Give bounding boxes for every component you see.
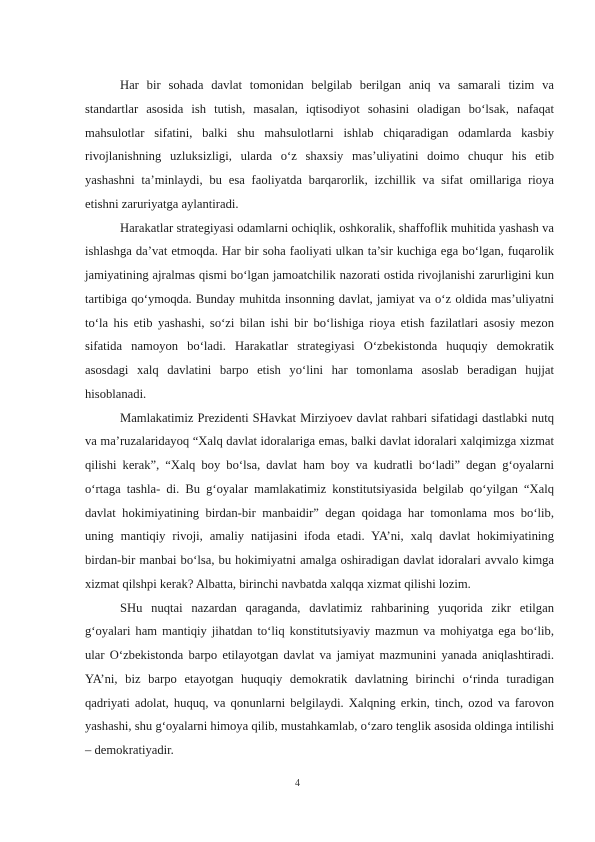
paragraph-1: Har bir sohada davlat tomonidan belgilab berilgan aniq va samarali tizim va standartlar asosida ish tutish, masalan, iqtisodiyot sohasini oladigan bo‘lsak, nafaqat mahsulotlar sifatini, balki shu mahsulotlarni ishlab chiqaradigan odamlarda kasbiy rivojlanishning uzluksizligi, ularda o‘z shaxsiy mas’uliyatini doimo chuqur his etib yashashni ta’minlaydi, bu esa faoliyatda barqarorlik, izchillik va sifat omillariga rioya etishni zaruriyatga aylantiradi.: [85, 78, 554, 211]
paragraph-3: Mamlakatimiz Prezidenti SHavkat Mirziyoev davlat rahbari sifatidagi dastlabki nutq va ma’ruzalaridayoq “Xalq davlat idoralariga emas, balki davlat idoralari xalqimizga xizmat qilishi kerak”, “Xalq boy bo‘lsa, davlat ham boy va kudratli bo‘ladi” degan g‘oyalarni o‘rtaga tashla- di. Bu g‘oyalar mamlakatimiz konstitutsiyasida belgilab qo‘yilgan “Xalq davlat hokimiyatining birdan-bir manbaidir” degan qoidaga har tomonlama mos bo‘lib, uning mantiqiy rivoji, amaliy natijasini ifoda etadi. YA’ni, xalq davlat hokimiyatining birdan-bir manbai bo‘lsa, bu hokimiyatni amalga oshiradigan davlat idoralari avvalo kimga xizmat qilshpi kerak? Albatta, birinchi navbatda xalqqa xizmat qilishi lozim.: [85, 410, 554, 591]
paragraph-4: SHu nuqtai nazardan qaraganda, davlatimiz rahbarining yuqorida zikr etilgan g‘oyalari ham mantiqiy jihatdan to‘liq konstitutsiyaviy mazmun va mohiyatga ega bo‘lib, ular O‘zbekistonda barpo etilayotgan davlat va jamiyat mazmunini yanada aniqlashtiradi. YA’ni, biz barpo etayotgan huquqiy demokratik davlatning birinchi o‘rinda turadigan qadriyati adolat, huquq, va qonunlarni belgilaydi. Xalqning erkin, tinch, ozod va farovon yashashi, shu g‘oyalarni himoya qilib, mustahkamlab, o‘zaro tenglik asosida oldinga intilishi – demokratiyadir.: [85, 600, 554, 757]
paragraph-2: Harakatlar strategiyasi odamlarni ochiqlik, oshkoralik, shaffoflik muhitida yashash va ishlashga da’vat etmoqda. Har bir soha faoliyati ulkan ta’sir kuchiga ega bo‘lgan, fuqarolik jamiyatining ajralmas qismi bo‘lgan jamoatchilik nazorati ostida rivojlanishi zarurligini kun tartibiga qo‘ymoqda. Bunday muhitda insonning davlat, jamiyat va o‘z oldida mas’uliyatni to‘la his etib yashashi, so‘zi bilan ishi bir bo‘lishiga rioya etish fazilatlari asosiy mezon sifatida namoyon bo‘ladi. Harakatlar strategiyasi O‘zbekistonda huquqiy demokratik asosdagi xalq davlatini barpo etish yo‘lini har tomonlama asoslab beradigan hujjat hisoblanadi.: [85, 220, 554, 401]
document-body: [85, 74, 554, 763]
page-number: 4: [295, 778, 300, 789]
